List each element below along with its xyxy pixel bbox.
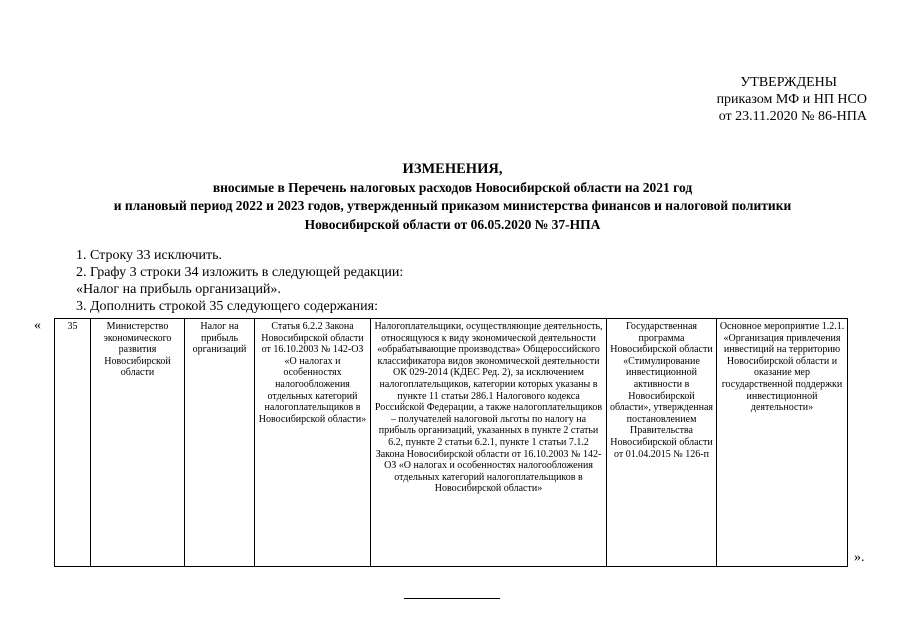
- footer-divider: [404, 598, 500, 599]
- closing-quote: ».: [854, 550, 865, 565]
- approval-stamp: [667, 74, 867, 125]
- approval-title: УТВЕРЖДЕНЫ: [740, 75, 837, 90]
- opening-quote: «: [34, 318, 41, 333]
- approval-order: приказом МФ и НП НСО: [716, 92, 867, 107]
- curator-cell: Министерство экономического развития Новосибирской области: [91, 319, 185, 567]
- approval-date: от 23.11.2020 № 86-НПА: [718, 109, 867, 124]
- item-3: 3. Дополнить строкой 35 следующего содержания:: [76, 299, 378, 314]
- item-1: 1. Строку 33 исключить.: [76, 248, 223, 263]
- title-line-1: вносимые в Перечень налоговых расходов Новосибирской области на 2021 год: [212, 179, 693, 195]
- row-number-cell: 35: [55, 319, 91, 567]
- new-row-table: [54, 318, 848, 567]
- item-2-text: «Налог на прибыль организаций».: [76, 282, 281, 297]
- change-items: [76, 247, 876, 315]
- item-2: 2. Графу 3 строки 34 изложить в следующей редакции:: [76, 265, 404, 280]
- title-line-3: Новосибирской области от 06.05.2020 № 37-НПА: [304, 216, 601, 232]
- taxpayer-category-cell: Налогоплательщики, осуществляющие деятельность, относящуюся к виду экономической деятельности «обрабатывающие производства» Общероссийского классификатора видов экономической деятельности ОК 029-2014 (КДЕС Ред. 2), за исключением налогоплательщиков, категории которых указаны в пункте 11 статьи 286.1 Налогового кодекса Российской Федерации, а также налогоплательщиков – получателей налоговой льготы по налогу на прибыль организаций, указанных в пункте 2 статьи 6.2, пункте 2 статьи 6.2.1, пункте 1 статьи 7.1.2 Закона Новосибирской области от 16.10.2003 № 142-ОЗ «О налогах и особенностях налогообложения отдельных категорий налогоплательщиков в Новосибирской области»: [371, 319, 607, 567]
- state-program-cell: Государственная программа Новосибирской области «Стимулирование инвестиционной активности в Новосибирской области», утвержденная постановлением Правительства Новосибирской области от 01.04.2015 № 126-п: [607, 319, 717, 567]
- table-row: [55, 319, 848, 567]
- program-activity-cell: Основное мероприятие 1.2.1. «Организация привлечения инвестиций на территорию Новосибирской области и оказание мер государственной поддержки инвестиционной деятельности»: [717, 319, 848, 567]
- tax-cell: Налог на прибыль организаций: [185, 319, 255, 567]
- title-main: ИЗМЕНЕНИЯ,: [402, 161, 503, 177]
- title-line-2: и плановый период 2022 и 2023 годов, утвержденный приказом министерства финансов и налоговой политики: [113, 198, 792, 213]
- document-title: [0, 160, 905, 234]
- legal-norm-cell: Статья 6.2.2 Закона Новосибирской области от 16.10.2003 № 142-ОЗ «О налогах и особенностях налогообложения отдельных категорий налогоплательщиков в Новосибирской области»: [255, 319, 371, 567]
